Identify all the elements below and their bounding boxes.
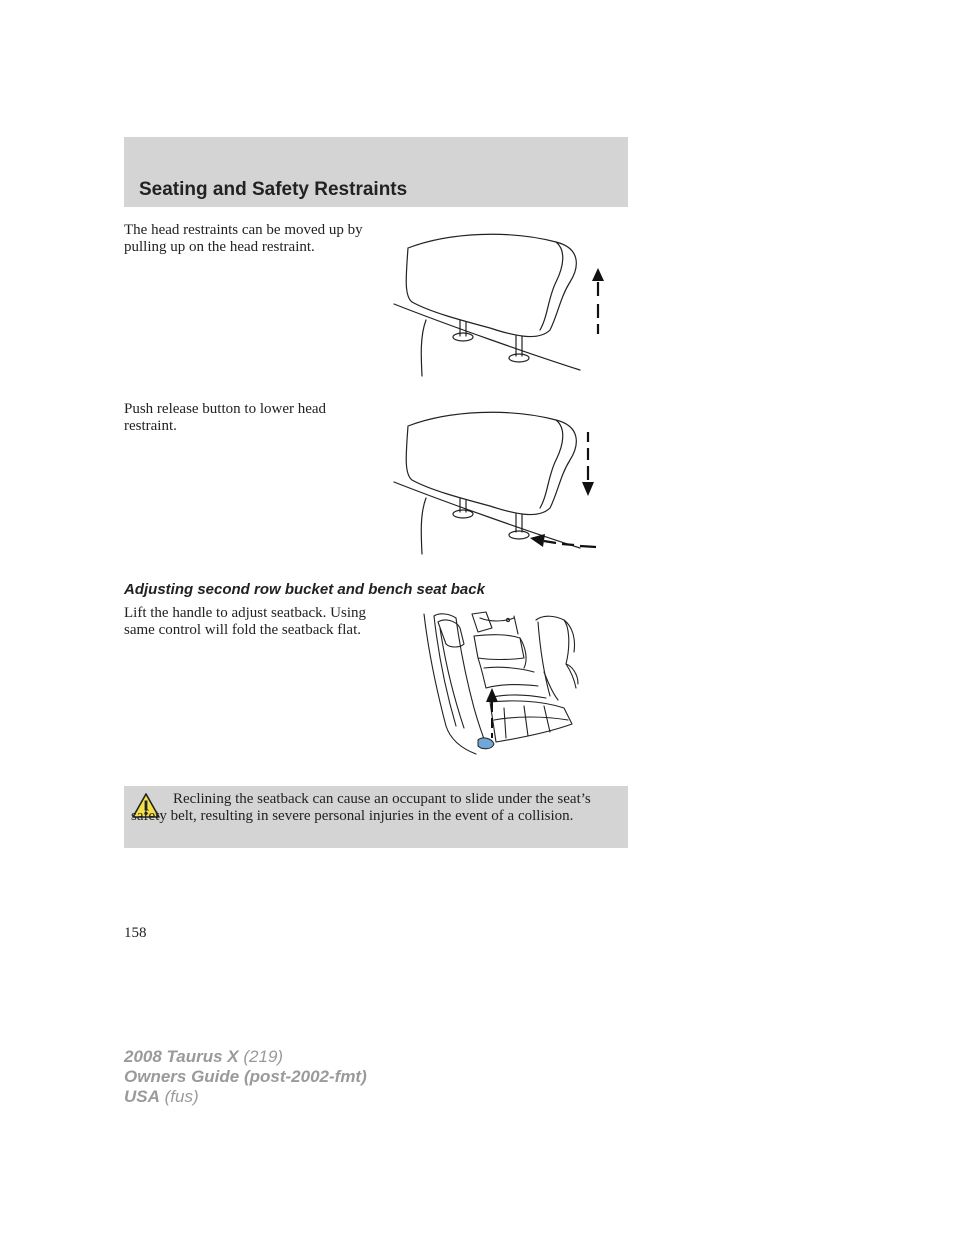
footer [124,1047,367,1107]
section-header-band [124,137,628,207]
page-number: 158 [124,925,147,941]
footer-market-code: (fus) [159,1087,199,1106]
warning-text: Reclining the seatback can cause an occupant to slide under the seat’s safety belt, resulting in severe personal injuries in the event of a collision. [131,791,591,824]
footer-market: USA [124,1087,160,1106]
section-subheading: Adjusting second row bucket and bench seat back [124,581,485,598]
seatback-text: Lift the handle to adjust seatback. Using same control will fold the seatback flat. [124,605,367,638]
warning-box [124,786,628,848]
footer-model-code: (219) [238,1047,284,1066]
footer-line-1 [124,1047,367,1067]
footer-model: 2008 Taurus X [124,1047,239,1066]
head-restraint-down-illustration [390,404,610,556]
footer-line-2: Owners Guide (post-2002-fmt) [124,1067,367,1086]
head-restraint-down-text: Push release button to lower head restraint. [124,401,327,434]
head-restraint-up-illustration [390,226,610,378]
page-title: Seating and Safety Restraints [139,179,408,200]
seatback-handle-illustration [420,608,584,760]
head-restraint-up-text: The head restraints can be moved up by pulling up on the head restraint. [124,222,363,255]
footer-line-3 [124,1087,367,1107]
